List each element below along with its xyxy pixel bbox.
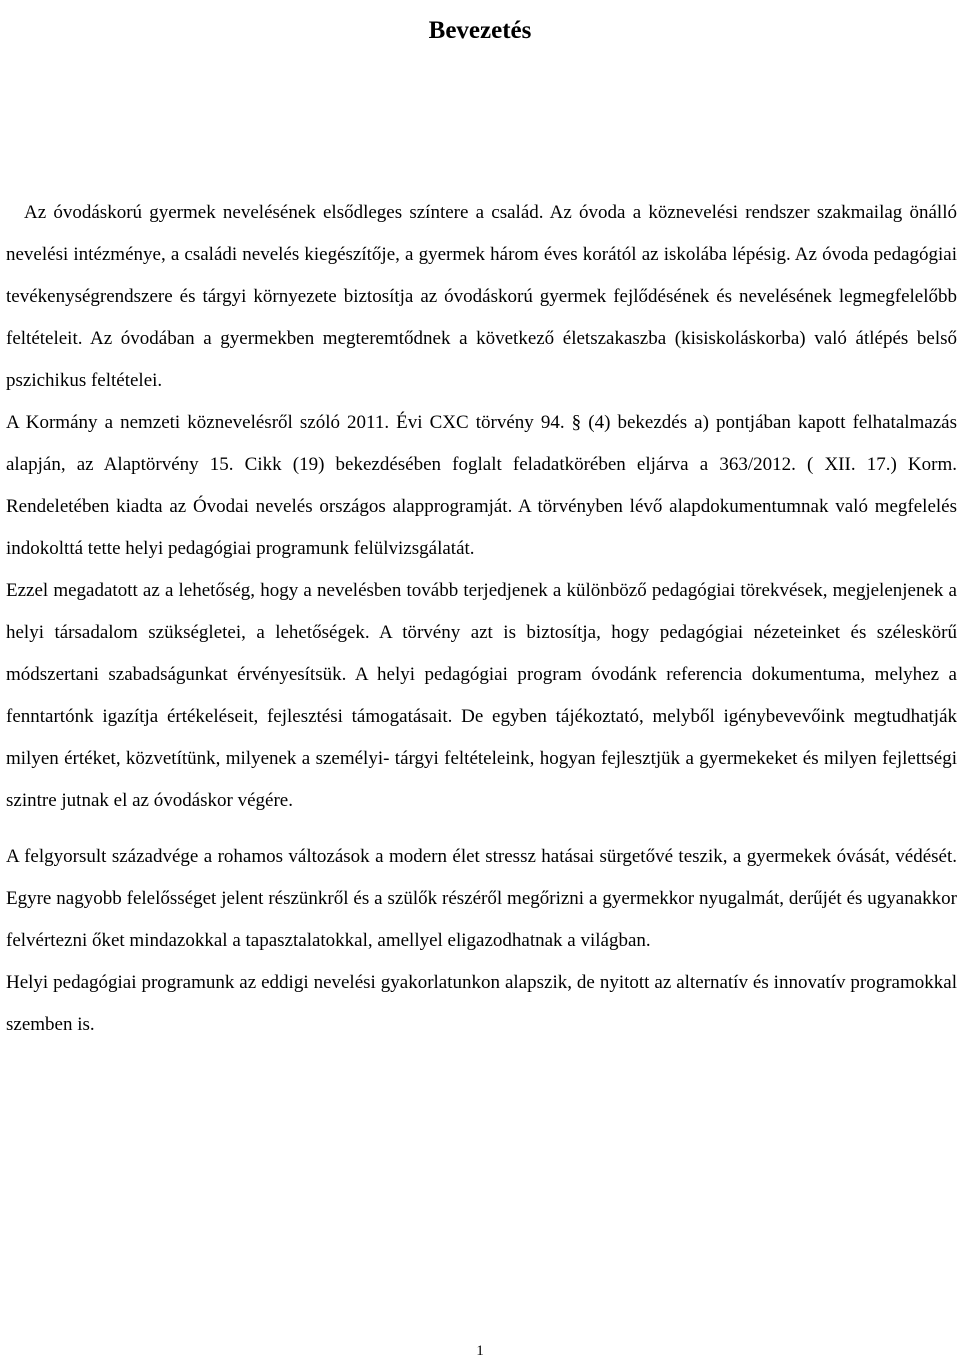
paragraph-opportunity: Ezzel megadatott az a lehetőség, hogy a nevelésben tovább terjedjenek a különböző pedagógiai törekvések, megjelenjenek a helyi társadalom szükségletei, a lehetőségek. A törvény azt is biztosítja, hogy pedagógiai nézeteinket és széleskörű módszertani szabadságunkat érvényesítsük. A helyi pedagógiai program óvodánk referencia dokumentuma, melyhez a fenntartónk igazítja értékeléseit, fejlesztési támogatásait. De egyben tájékoztató, melyből igénybevevőink megtudhatják milyen értéket, közvetítünk, milyenek a személyi- tárgyi feltételeink, hogyan fejlesztjük a gyermekeket és milyen fejlettségi szintre jutnak el az óvodáskor végére. xyxy=(6,580,957,811)
paragraph-program-basis: Helyi pedagógiai programunk az eddigi nevelési gyakorlatunkon alapszik, de nyitott az alternatív és innovatív programokkal szemben is. xyxy=(6,972,957,1035)
page-title: Bevezetés xyxy=(428,16,532,44)
paragraph-modern-life: A felgyorsult századvége a rohamos változások a modern élet stressz hatásai sürgetővé teszik, a gyermekek óvását, védését. Egyre nagyobb felelősséget jelent részünkről és a szülők részéről megőrizni a gyermekkor nyugalmát, derűjét és ugyanakkor felvértezni őket mindazokkal a tapasztalatokkal, amellyel eligazodhatnak a világban. xyxy=(6,846,957,951)
paragraph-intro: Az óvodáskorú gyermek nevelésének elsődleges színtere a család. Az óvoda a köznevelési rendszer szakmailag önálló nevelési intézménye, a családi nevelés kiegészítője, a gyermek három éves korától az iskolába lépésig. Az óvoda pedagógiai tevékenységrendszere és tárgyi környezete biztosítja az óvodáskorú gyermek fejlődésének és nevelésének legmegfelelőbb feltételeit. Az óvodában a gyermekben megteremtődnek a következő életszakaszba (kisiskoláskorba) való átlépés belső pszichikus feltételei. xyxy=(6,202,957,391)
page-number: 1 xyxy=(476,1343,484,1359)
document-body xyxy=(6,192,957,1046)
paragraph-legal-basis: A Kormány a nemzeti köznevelésről szóló 2011. Évi CXC törvény 94. § (4) bekezdés a) pontjában kapott felhatalmazás alapján, az Alaptörvény 15. Cikk (19) bekezdésében foglalt feladatkörében eljárva a 363/2012. ( XII. 17.) Korm. Rendeletében kiadta az Óvodai nevelés országos alapprogramját. A törvényben lévő alapdokumentumnak való megfelelés indokolttá tette helyi pedagógiai programunk felülvizsgálatát. xyxy=(6,412,957,559)
